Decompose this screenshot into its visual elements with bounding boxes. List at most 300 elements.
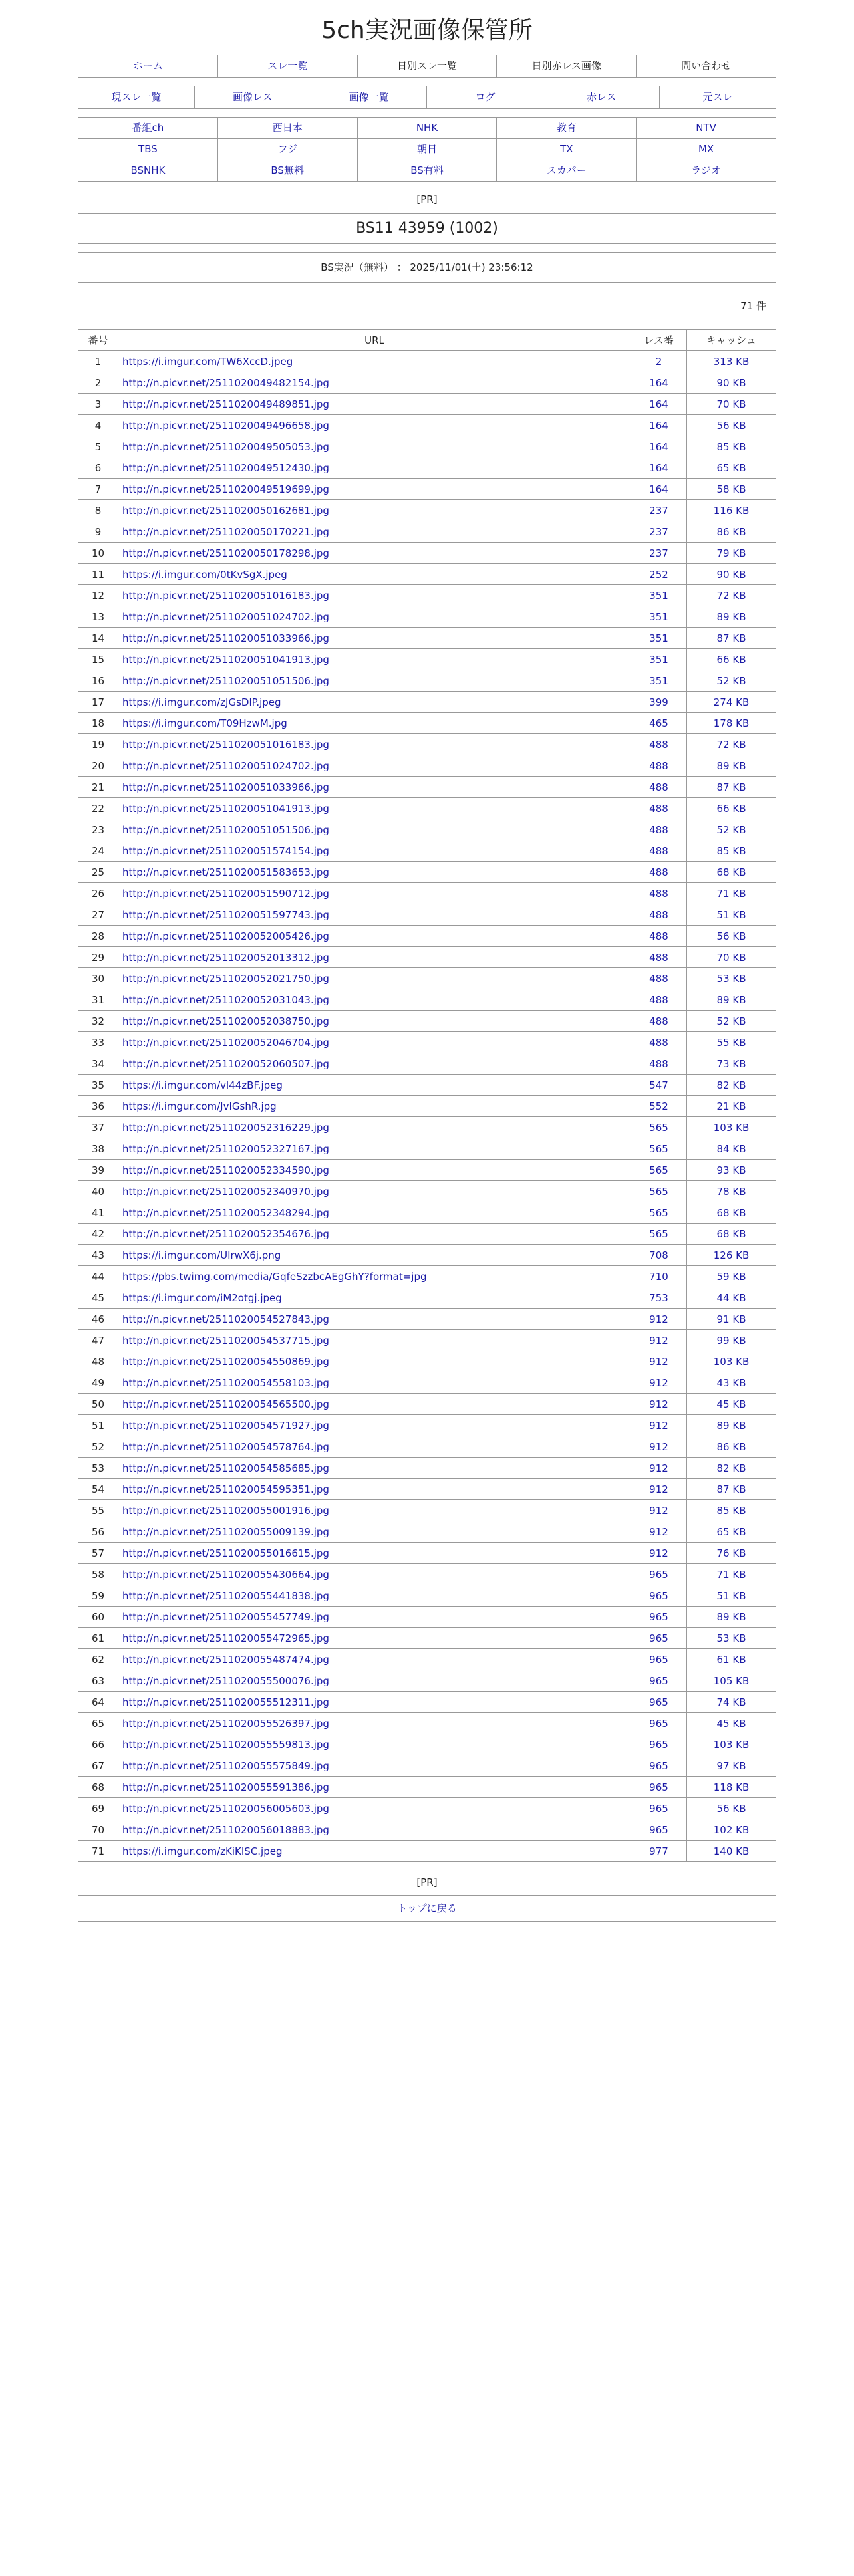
image-url-link[interactable]: http://n.picvr.net/2511020051597743.jpg (122, 908, 329, 921)
cache-size-link[interactable]: 56 KB (687, 926, 776, 947)
res-number-link[interactable]: 237 (631, 500, 687, 521)
image-url-link[interactable]: https://i.imgur.com/TW6XccD.jpeg (122, 355, 293, 368)
cache-size-link[interactable]: 85 KB (687, 1500, 776, 1521)
cache-size-link[interactable]: 45 KB (687, 1394, 776, 1415)
row-number: 9 (78, 521, 118, 543)
cache-size-link[interactable]: 71 KB (687, 1564, 776, 1585)
cache-size-link[interactable]: 52 KB (687, 819, 776, 840)
image-url-link[interactable]: https://i.imgur.com/UIrwX6j.png (122, 1249, 281, 1261)
res-number-link[interactable]: 237 (631, 543, 687, 564)
url-cell (118, 1117, 631, 1138)
table-row (78, 1500, 776, 1521)
cache-size-link[interactable]: 178 KB (687, 713, 776, 734)
image-url-link[interactable]: http://n.picvr.net/2511020049505053.jpg (122, 440, 329, 453)
res-number-link[interactable]: 488 (631, 947, 687, 968)
res-number-link[interactable]: 488 (631, 926, 687, 947)
url-cell (118, 628, 631, 649)
res-number-link[interactable]: 965 (631, 1649, 687, 1670)
cache-size-link[interactable]: 73 KB (687, 1053, 776, 1075)
row-number: 47 (78, 1330, 118, 1351)
cache-size-link[interactable]: 102 KB (687, 1819, 776, 1841)
res-number-link[interactable]: 164 (631, 394, 687, 415)
res-number-link[interactable]: 912 (631, 1543, 687, 1564)
cache-size-link[interactable]: 51 KB (687, 904, 776, 926)
table-row (78, 926, 776, 947)
image-url-link[interactable]: http://n.picvr.net/2511020055500076.jpg (122, 1674, 329, 1687)
cache-size-link[interactable]: 71 KB (687, 883, 776, 904)
res-number-link[interactable]: 488 (631, 840, 687, 862)
cache-size-link[interactable]: 72 KB (687, 734, 776, 755)
res-number-link[interactable]: 488 (631, 862, 687, 883)
url-cell (118, 1649, 631, 1670)
row-number: 13 (78, 606, 118, 628)
url-cell (118, 1585, 631, 1607)
channel-link[interactable]: BS有料 (358, 160, 498, 182)
res-number-link[interactable]: 912 (631, 1458, 687, 1479)
res-number-link[interactable]: 488 (631, 1053, 687, 1075)
image-url-link[interactable]: https://i.imgur.com/zJGsDlP.jpeg (122, 696, 281, 708)
row-number: 23 (78, 819, 118, 840)
res-number-link[interactable]: 488 (631, 968, 687, 989)
res-number-link[interactable]: 565 (631, 1181, 687, 1202)
cache-size-link[interactable]: 97 KB (687, 1755, 776, 1777)
res-number-link[interactable]: 488 (631, 1011, 687, 1032)
cache-size-link[interactable]: 313 KB (687, 351, 776, 372)
table-row (78, 1330, 776, 1351)
res-number-link[interactable]: 164 (631, 415, 687, 436)
res-number-link[interactable]: 912 (631, 1436, 687, 1458)
cache-size-link[interactable]: 118 KB (687, 1777, 776, 1798)
table-row (78, 1607, 776, 1628)
table-row (78, 372, 776, 394)
res-number-link[interactable]: 488 (631, 777, 687, 798)
image-url-link[interactable]: http://n.picvr.net/2511020055009139.jpg (122, 1525, 329, 1538)
image-url-link[interactable]: http://n.picvr.net/2511020055512311.jpg (122, 1696, 329, 1708)
cache-size-link[interactable]: 116 KB (687, 500, 776, 521)
cache-size-link[interactable]: 91 KB (687, 1309, 776, 1330)
table-row (78, 1755, 776, 1777)
res-number-link[interactable]: 912 (631, 1330, 687, 1351)
url-cell (118, 840, 631, 862)
res-number-link[interactable]: 965 (631, 1564, 687, 1585)
channel-link[interactable]: 教育 (497, 118, 637, 139)
cache-size-link[interactable]: 70 KB (687, 947, 776, 968)
channel-link[interactable]: TBS (78, 139, 218, 160)
cache-size-link[interactable]: 140 KB (687, 1841, 776, 1862)
cache-size-link[interactable]: 44 KB (687, 1287, 776, 1309)
image-url-link[interactable]: http://n.picvr.net/2511020052038750.jpg (122, 1015, 329, 1027)
image-url-link[interactable]: http://n.picvr.net/2511020054558103.jpg (122, 1376, 329, 1389)
res-number-link[interactable]: 252 (631, 564, 687, 585)
cache-size-link[interactable]: 68 KB (687, 1224, 776, 1245)
res-number-link[interactable]: 965 (631, 1819, 687, 1841)
cache-size-link[interactable]: 72 KB (687, 585, 776, 606)
res-number-link[interactable]: 965 (631, 1755, 687, 1777)
cache-size-link[interactable]: 65 KB (687, 1521, 776, 1543)
cache-size-link[interactable]: 89 KB (687, 989, 776, 1011)
image-url-link[interactable]: http://n.picvr.net/2511020055472965.jpg (122, 1632, 329, 1644)
image-url-link[interactable]: https://i.imgur.com/T09HzwM.jpg (122, 717, 287, 729)
res-number-link[interactable]: 399 (631, 692, 687, 713)
row-number: 30 (78, 968, 118, 989)
channel-link[interactable]: 西日本 (218, 118, 358, 139)
image-url-link[interactable]: http://n.picvr.net/2511020052013312.jpg (122, 951, 329, 964)
image-url-link[interactable]: http://n.picvr.net/2511020049489851.jpg (122, 398, 329, 410)
cache-size-link[interactable]: 84 KB (687, 1138, 776, 1160)
row-number: 15 (78, 649, 118, 670)
cache-size-link[interactable]: 85 KB (687, 436, 776, 457)
row-number: 5 (78, 436, 118, 457)
channel-link[interactable]: 番組ch (78, 118, 218, 139)
cache-size-link[interactable]: 56 KB (687, 1798, 776, 1819)
image-url-link[interactable]: http://n.picvr.net/2511020055591386.jpg (122, 1781, 329, 1793)
res-number-link[interactable]: 965 (631, 1777, 687, 1798)
url-cell (118, 713, 631, 734)
image-url-link[interactable]: http://n.picvr.net/2511020055526397.jpg (122, 1717, 329, 1730)
row-number: 22 (78, 798, 118, 819)
image-url-link[interactable]: http://n.picvr.net/2511020054537715.jpg (122, 1334, 329, 1347)
image-url-link[interactable]: http://n.picvr.net/2511020054595351.jpg (122, 1483, 329, 1495)
image-url-link[interactable]: https://i.imgur.com/0tKvSgX.jpeg (122, 568, 287, 580)
cache-size-link[interactable]: 85 KB (687, 840, 776, 862)
cache-size-link[interactable]: 61 KB (687, 1649, 776, 1670)
cache-size-link[interactable]: 89 KB (687, 755, 776, 777)
res-number-link[interactable]: 965 (631, 1585, 687, 1607)
res-number-link[interactable]: 912 (631, 1309, 687, 1330)
res-number-link[interactable]: 965 (631, 1798, 687, 1819)
res-number-link[interactable]: 547 (631, 1075, 687, 1096)
row-number: 4 (78, 415, 118, 436)
back-to-top-link[interactable]: トップに戻る (78, 1895, 776, 1922)
res-number-link[interactable]: 912 (631, 1500, 687, 1521)
table-row (78, 649, 776, 670)
image-url-link[interactable]: http://n.picvr.net/2511020050178298.jpg (122, 547, 329, 559)
url-cell (118, 989, 631, 1011)
cache-size-link[interactable]: 53 KB (687, 968, 776, 989)
res-number-link[interactable]: 351 (631, 649, 687, 670)
cache-size-link[interactable]: 105 KB (687, 1670, 776, 1692)
res-number-link[interactable]: 552 (631, 1096, 687, 1117)
image-url-link[interactable]: http://n.picvr.net/2511020052005426.jpg (122, 930, 329, 942)
image-url-link[interactable]: http://n.picvr.net/2511020052327167.jpg (122, 1142, 329, 1155)
table-row (78, 1543, 776, 1564)
image-url-link[interactable]: http://n.picvr.net/2511020052021750.jpg (122, 972, 329, 985)
channel-link[interactable]: ラジオ (637, 160, 776, 182)
image-url-link[interactable]: http://n.picvr.net/2511020051051506.jpg (122, 674, 329, 687)
channel-link[interactable]: NTV (637, 118, 776, 139)
image-url-link[interactable]: http://n.picvr.net/2511020049519699.jpg (122, 483, 329, 495)
cache-size-link[interactable]: 52 KB (687, 1011, 776, 1032)
image-url-link[interactable]: http://n.picvr.net/2511020049512430.jpg (122, 461, 329, 474)
image-url-link[interactable]: http://n.picvr.net/2511020051016183.jpg (122, 589, 329, 602)
channel-link[interactable]: フジ (218, 139, 358, 160)
nav-red-res[interactable]: 赤レス (543, 86, 659, 108)
res-number-link[interactable]: 164 (631, 436, 687, 457)
res-number-link[interactable]: 753 (631, 1287, 687, 1309)
cache-size-link[interactable]: 59 KB (687, 1266, 776, 1287)
cache-size-link[interactable]: 56 KB (687, 415, 776, 436)
image-url-link[interactable]: http://n.picvr.net/2511020056005603.jpg (122, 1802, 329, 1815)
res-number-link[interactable]: 488 (631, 734, 687, 755)
res-number-link[interactable]: 708 (631, 1245, 687, 1266)
cache-size-link[interactable]: 89 KB (687, 606, 776, 628)
res-number-link[interactable]: 465 (631, 713, 687, 734)
image-url-link[interactable]: http://n.picvr.net/2511020052046704.jpg (122, 1036, 329, 1049)
res-number-link[interactable]: 965 (631, 1734, 687, 1755)
url-cell (118, 670, 631, 692)
table-row (78, 500, 776, 521)
res-number-link[interactable]: 351 (631, 670, 687, 692)
cache-size-link[interactable]: 82 KB (687, 1075, 776, 1096)
url-cell (118, 1670, 631, 1692)
cache-size-link[interactable]: 58 KB (687, 479, 776, 500)
image-url-link[interactable]: http://n.picvr.net/2511020054585685.jpg (122, 1462, 329, 1474)
res-number-link[interactable]: 164 (631, 457, 687, 479)
url-cell (118, 947, 631, 968)
image-url-link[interactable]: http://n.picvr.net/2511020051033966.jpg (122, 632, 329, 644)
row-number: 32 (78, 1011, 118, 1032)
image-url-link[interactable]: http://n.picvr.net/2511020055575849.jpg (122, 1759, 329, 1772)
image-url-link[interactable]: http://n.picvr.net/2511020051041913.jpg (122, 653, 329, 666)
channel-link[interactable]: BS無料 (218, 160, 358, 182)
image-url-link[interactable]: http://n.picvr.net/2511020051590712.jpg (122, 887, 329, 900)
cache-size-link[interactable]: 74 KB (687, 1692, 776, 1713)
image-url-link[interactable]: http://n.picvr.net/2511020051574154.jpg (122, 844, 329, 857)
nav-log[interactable]: ログ (426, 86, 543, 108)
cache-size-link[interactable]: 43 KB (687, 1372, 776, 1394)
channel-link[interactable]: スカパー (497, 160, 637, 182)
image-url-link[interactable]: http://n.picvr.net/2511020056018883.jpg (122, 1823, 329, 1836)
image-url-link[interactable]: http://n.picvr.net/2511020051024702.jpg (122, 610, 329, 623)
res-number-link[interactable]: 488 (631, 904, 687, 926)
res-number-link[interactable]: 912 (631, 1521, 687, 1543)
image-url-link[interactable]: http://n.picvr.net/2511020051033966.jpg (122, 781, 329, 793)
row-number: 45 (78, 1287, 118, 1309)
table-row (78, 1309, 776, 1330)
channel-link[interactable]: TX (497, 139, 637, 160)
image-url-link[interactable]: http://n.picvr.net/2511020054571927.jpg (122, 1419, 329, 1432)
image-url-link[interactable]: http://n.picvr.net/2511020051041913.jpg (122, 802, 329, 815)
image-url-link[interactable]: https://i.imgur.com/vl44zBF.jpeg (122, 1079, 283, 1091)
image-url-link[interactable]: http://n.picvr.net/2511020055441838.jpg (122, 1589, 329, 1602)
nav-daily-thread-list[interactable]: 日別スレ一覧 (357, 55, 497, 77)
cache-size-link[interactable]: 87 KB (687, 777, 776, 798)
cache-size-link[interactable]: 126 KB (687, 1245, 776, 1266)
res-number-link[interactable]: 488 (631, 798, 687, 819)
cache-size-link[interactable]: 65 KB (687, 457, 776, 479)
image-url-link[interactable]: http://n.picvr.net/2511020055559813.jpg (122, 1738, 329, 1751)
res-number-link[interactable]: 965 (631, 1713, 687, 1734)
page (78, 15, 776, 1922)
pr-label-bottom: [PR] (416, 1876, 438, 1888)
image-url-link[interactable]: http://n.picvr.net/2511020050162681.jpg (122, 504, 329, 517)
res-number-link[interactable]: 565 (631, 1160, 687, 1181)
nav-current-threads[interactable]: 現スレ一覧 (111, 91, 162, 103)
row-number: 16 (78, 670, 118, 692)
image-url-link[interactable]: http://n.picvr.net/2511020054578764.jpg (122, 1440, 329, 1453)
image-url-link[interactable]: http://n.picvr.net/2511020051024702.jpg (122, 759, 329, 772)
row-number: 61 (78, 1628, 118, 1649)
image-url-link[interactable]: http://n.picvr.net/2511020052340970.jpg (122, 1185, 329, 1198)
row-number: 58 (78, 1564, 118, 1585)
res-number-link[interactable]: 565 (631, 1202, 687, 1224)
cache-size-link[interactable]: 45 KB (687, 1713, 776, 1734)
pr-label-top: [PR] (416, 193, 438, 205)
res-number-link[interactable]: 488 (631, 989, 687, 1011)
cache-size-link[interactable]: 103 KB (687, 1351, 776, 1372)
res-number-link[interactable]: 488 (631, 1032, 687, 1053)
channel-link[interactable]: MX (637, 139, 776, 160)
res-number-link[interactable]: 164 (631, 479, 687, 500)
url-cell (118, 1309, 631, 1330)
res-number-link[interactable]: 237 (631, 521, 687, 543)
image-url-link[interactable]: http://n.picvr.net/2511020051051506.jpg (122, 823, 329, 836)
res-number-link[interactable]: 488 (631, 755, 687, 777)
cache-size-link[interactable]: 55 KB (687, 1032, 776, 1053)
res-number-link[interactable]: 977 (631, 1841, 687, 1862)
url-cell (118, 968, 631, 989)
image-url-link[interactable]: http://n.picvr.net/2511020051583653.jpg (122, 866, 329, 878)
table-row (78, 1096, 776, 1117)
row-number: 14 (78, 628, 118, 649)
nav-image-list[interactable]: 画像一覧 (311, 86, 427, 108)
res-number-link[interactable]: 912 (631, 1415, 687, 1436)
image-url-link[interactable]: http://n.picvr.net/2511020049496658.jpg (122, 419, 329, 432)
nav-home[interactable]: ホーム (132, 60, 163, 72)
row-number: 46 (78, 1309, 118, 1330)
res-number-link[interactable]: 912 (631, 1372, 687, 1394)
cache-size-link[interactable]: 53 KB (687, 1628, 776, 1649)
image-url-link[interactable]: http://n.picvr.net/2511020051016183.jpg (122, 738, 329, 751)
res-number-link[interactable]: 351 (631, 606, 687, 628)
res-number-link[interactable]: 565 (631, 1117, 687, 1138)
channel-link[interactable]: 朝日 (358, 139, 498, 160)
nav-image-res[interactable]: 画像レス (194, 86, 311, 108)
cache-size-link[interactable]: 82 KB (687, 1458, 776, 1479)
image-url-link[interactable]: http://n.picvr.net/2511020055001916.jpg (122, 1504, 329, 1517)
cache-size-link[interactable]: 87 KB (687, 628, 776, 649)
image-url-link[interactable]: http://n.picvr.net/2511020055016615.jpg (122, 1547, 329, 1559)
url-cell (118, 926, 631, 947)
table-row (78, 670, 776, 692)
table-row (78, 1819, 776, 1841)
image-url-link[interactable]: http://n.picvr.net/2511020052354676.jpg (122, 1227, 329, 1240)
image-url-link[interactable]: http://n.picvr.net/2511020055430664.jpg (122, 1568, 329, 1581)
cache-size-link[interactable]: 52 KB (687, 670, 776, 692)
cache-size-link[interactable]: 66 KB (687, 649, 776, 670)
channel-link[interactable]: NHK (358, 118, 498, 139)
channel-link[interactable]: BSNHK (78, 160, 218, 182)
res-number-link[interactable]: 164 (631, 372, 687, 394)
cache-size-link[interactable]: 86 KB (687, 1436, 776, 1458)
table-row (78, 1245, 776, 1266)
res-number-link[interactable]: 965 (631, 1628, 687, 1649)
res-number-link[interactable]: 351 (631, 628, 687, 649)
cache-size-link[interactable]: 87 KB (687, 1479, 776, 1500)
res-number-link[interactable]: 2 (631, 351, 687, 372)
table-body (78, 351, 776, 1862)
res-number-link[interactable]: 965 (631, 1692, 687, 1713)
image-url-link[interactable]: http://n.picvr.net/2511020050170221.jpg (122, 525, 329, 538)
image-url-link[interactable]: http://n.picvr.net/2511020052316229.jpg (122, 1121, 329, 1134)
result-count: 71 件 (78, 291, 776, 321)
image-url-link[interactable]: http://n.picvr.net/2511020055457749.jpg (122, 1610, 329, 1623)
cache-size-link[interactable]: 90 KB (687, 372, 776, 394)
nav-thread-list[interactable]: スレ一覧 (217, 55, 357, 77)
row-number: 6 (78, 457, 118, 479)
res-number-link[interactable]: 965 (631, 1607, 687, 1628)
image-url-link[interactable]: http://n.picvr.net/2511020054565500.jpg (122, 1398, 329, 1410)
image-url-link[interactable]: https://i.imgur.com/zKiKISC.jpeg (122, 1845, 283, 1857)
res-number-link[interactable]: 351 (631, 585, 687, 606)
cache-size-link[interactable]: 66 KB (687, 798, 776, 819)
res-number-link[interactable]: 488 (631, 819, 687, 840)
cache-size-link[interactable]: 99 KB (687, 1330, 776, 1351)
image-url-link[interactable]: http://n.picvr.net/2511020054550869.jpg (122, 1355, 329, 1368)
image-url-link[interactable]: https://pbs.twimg.com/media/GqfeSzzbcAEgGhY?format=jpg (122, 1270, 427, 1283)
image-url-link[interactable]: http://n.picvr.net/2511020052348294.jpg (122, 1206, 329, 1219)
row-number: 63 (78, 1670, 118, 1692)
cache-size-link[interactable]: 51 KB (687, 1585, 776, 1607)
cache-size-link[interactable]: 21 KB (687, 1096, 776, 1117)
cache-size-link[interactable]: 274 KB (687, 692, 776, 713)
url-cell (118, 1075, 631, 1096)
res-number-link[interactable]: 965 (631, 1670, 687, 1692)
cache-size-link[interactable]: 70 KB (687, 394, 776, 415)
cache-size-link[interactable]: 103 KB (687, 1117, 776, 1138)
image-url-link[interactable]: https://i.imgur.com/JvIGshR.jpg (122, 1100, 277, 1112)
nav-original-thread[interactable]: 元スレ (659, 86, 776, 108)
cache-size-link[interactable]: 79 KB (687, 543, 776, 564)
res-number-link[interactable]: 710 (631, 1266, 687, 1287)
row-number: 64 (78, 1692, 118, 1713)
nav-daily-red-res-images[interactable]: 日別赤レス画像 (496, 55, 636, 77)
image-url-link[interactable]: https://i.imgur.com/iM2otgj.jpeg (122, 1291, 282, 1304)
res-number-link[interactable]: 565 (631, 1138, 687, 1160)
cache-size-link[interactable]: 68 KB (687, 862, 776, 883)
res-number-link[interactable]: 912 (631, 1351, 687, 1372)
cache-size-link[interactable]: 93 KB (687, 1160, 776, 1181)
cache-size-link[interactable]: 90 KB (687, 564, 776, 585)
image-url-link[interactable]: http://n.picvr.net/2511020049482154.jpg (122, 376, 329, 389)
table-row (78, 479, 776, 500)
image-url-link[interactable]: http://n.picvr.net/2511020052060507.jpg (122, 1057, 329, 1070)
channel-grid (78, 117, 776, 182)
url-cell (118, 1734, 631, 1755)
cache-size-link[interactable]: 89 KB (687, 1415, 776, 1436)
res-number-link[interactable]: 912 (631, 1479, 687, 1500)
cache-size-link[interactable]: 78 KB (687, 1181, 776, 1202)
url-cell (118, 1160, 631, 1181)
nav-contact[interactable]: 問い合わせ (636, 55, 776, 77)
res-number-link[interactable]: 488 (631, 883, 687, 904)
cache-size-link[interactable]: 86 KB (687, 521, 776, 543)
cache-size-link[interactable]: 103 KB (687, 1734, 776, 1755)
cache-size-link[interactable]: 89 KB (687, 1607, 776, 1628)
row-number: 67 (78, 1755, 118, 1777)
image-url-link[interactable]: http://n.picvr.net/2511020052334590.jpg (122, 1164, 329, 1176)
res-number-link[interactable]: 565 (631, 1224, 687, 1245)
url-cell (118, 1713, 631, 1734)
image-url-link[interactable]: http://n.picvr.net/2511020052031043.jpg (122, 993, 329, 1006)
cache-size-link[interactable]: 76 KB (687, 1543, 776, 1564)
cache-size-link[interactable]: 68 KB (687, 1202, 776, 1224)
image-url-link[interactable]: http://n.picvr.net/2511020054527843.jpg (122, 1313, 329, 1325)
image-url-link[interactable]: http://n.picvr.net/2511020055487474.jpg (122, 1653, 329, 1666)
res-number-link[interactable]: 912 (631, 1394, 687, 1415)
row-number: 56 (78, 1521, 118, 1543)
url-cell (118, 1181, 631, 1202)
